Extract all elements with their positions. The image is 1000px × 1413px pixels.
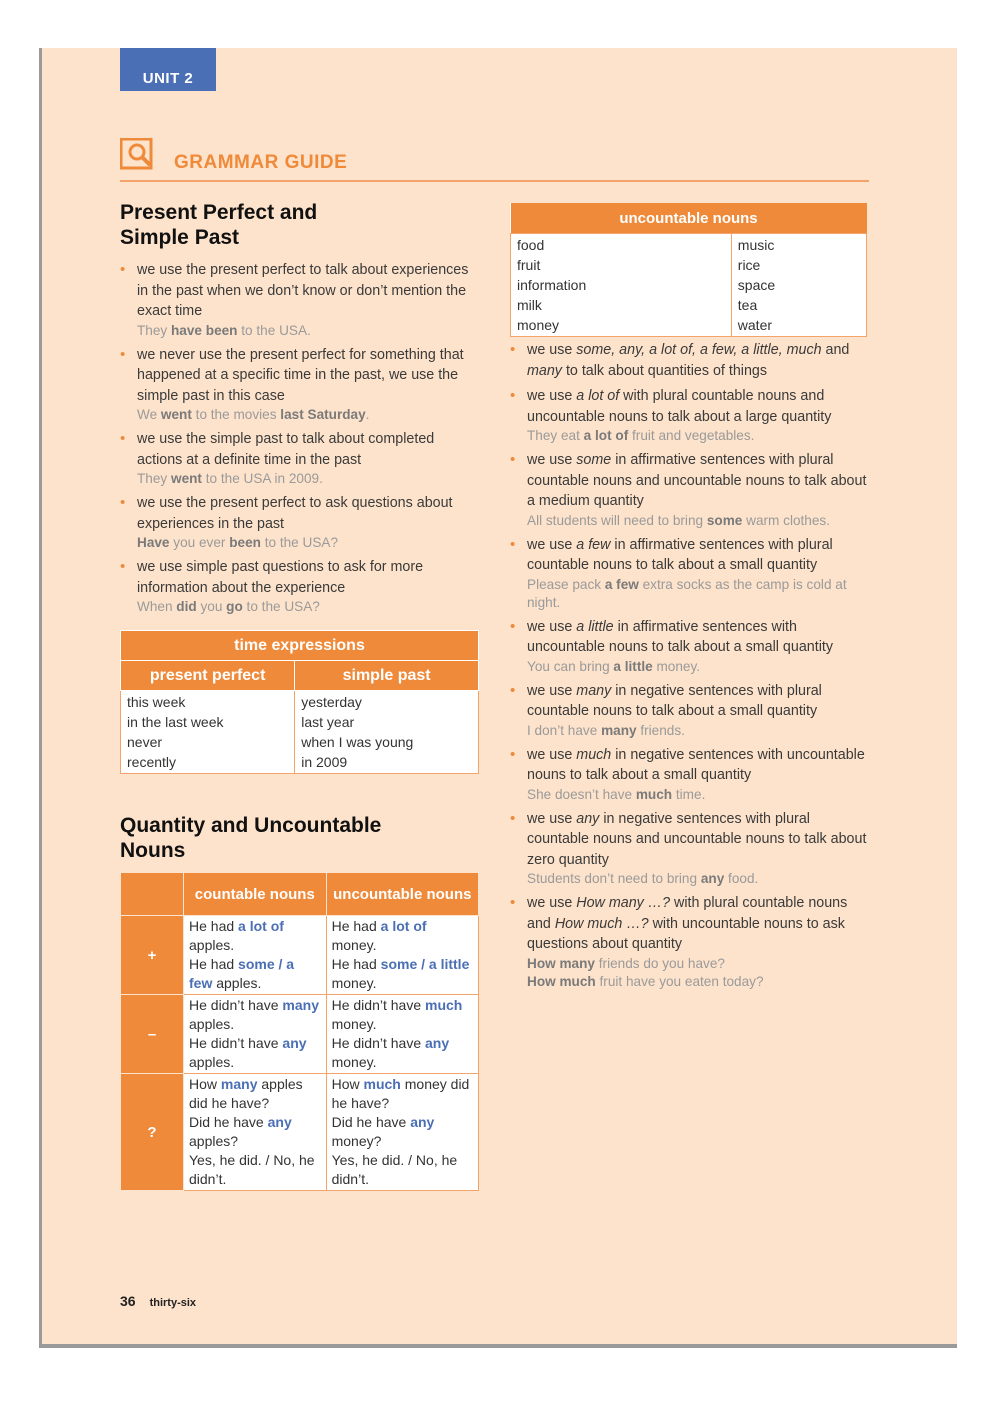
table-cell: He didn’t have many apples. He didn’t have any apples. bbox=[184, 995, 327, 1074]
time-expressions-table bbox=[120, 630, 479, 774]
list-item: • we use some, any, a lot of, a few, a little, much and many to talk about quantities of things bbox=[510, 340, 870, 381]
grammar-guide-title: GRAMMAR GUIDE bbox=[174, 152, 348, 173]
list-item: • we use any in negative sentences with plural countable nouns and uncountable nouns to talk about zero quantity Students don’t need to bring any food. bbox=[510, 809, 870, 889]
simple-past-expressions: yesterday last year when I was young in 2009 bbox=[295, 691, 479, 774]
magnifier-book-icon bbox=[120, 138, 156, 170]
present-perfect-rules bbox=[120, 260, 482, 616]
example-sentence: I don’t have many friends. bbox=[527, 722, 685, 738]
column-header-countable: countable nouns bbox=[184, 873, 327, 916]
example-sentence: All students will need to bring some warm clothes. bbox=[527, 512, 830, 528]
quantity-table bbox=[120, 872, 479, 1191]
list-item: • we use a few in affirmative sentences with plural countable nouns to talk about a small quantity Please pack a few extra socks as the camp is cold at night. bbox=[510, 535, 870, 612]
example-sentence: Have you ever been to the USA? bbox=[137, 535, 339, 550]
unit-tab: UNIT 2 bbox=[120, 48, 216, 91]
example-sentence: How many friends do you have? bbox=[527, 955, 725, 971]
example-sentence: Students don’t need to bring any food. bbox=[527, 871, 759, 886]
example-sentence: When did you go to the USA? bbox=[137, 599, 320, 614]
left-column bbox=[120, 200, 482, 621]
table-cell: He had a lot of apples. He had some / a few apples. bbox=[184, 916, 327, 995]
page-number: 36 bbox=[120, 1293, 136, 1309]
list-item: • we use the simple past to talk about completed actions at a definite time in the past They went to the USA in 2009. bbox=[120, 429, 482, 488]
uncountable-nouns-col1: food fruit information milk money bbox=[511, 234, 732, 337]
example-sentence: They eat a lot of fruit and vegetables. bbox=[527, 428, 755, 443]
right-column bbox=[510, 340, 870, 996]
table-cell: He didn’t have much money. He didn’t have any money. bbox=[326, 995, 478, 1074]
grammar-guide-header bbox=[120, 136, 869, 182]
row-label-question: ? bbox=[121, 1074, 184, 1191]
example-sentence: They have been to the USA. bbox=[137, 322, 311, 338]
list-item: • we use simple past questions to ask for more information about the experience When did you go to the USA? bbox=[120, 557, 482, 616]
uncountable-nouns-title: uncountable nouns bbox=[511, 203, 867, 234]
section-title-present-perfect: Present Perfect and Simple Past bbox=[120, 201, 318, 249]
column-header-uncountable: uncountable nouns bbox=[326, 873, 478, 916]
quantity-rules bbox=[510, 340, 870, 991]
list-item: • we never use the present perfect for something that happened at a specific time in the past, we use the simple past in this case We went to the movies last Saturday. bbox=[120, 345, 482, 425]
column-header-simple-past: simple past bbox=[295, 661, 479, 691]
table-cell: How much money did he have? Did he have any money? Yes, he did. / No, he didn’t. bbox=[326, 1074, 478, 1191]
list-item: • we use much in negative sentences with uncountable nouns to talk about a small quantity She doesn’t have much time. bbox=[510, 745, 870, 804]
list-item: • we use some in affirmative sentences with plural countable nouns and uncountable nouns to talk about a medium quantity All students will need to bring some warm clothes. bbox=[510, 450, 870, 530]
list-item: • we use How many …? with plural countable nouns and How much …? with uncountable nouns to ask questions about quantity How many friends do you have? How much fruit have you eaten today? bbox=[510, 893, 870, 991]
column-header-present-perfect: present perfect bbox=[121, 661, 295, 691]
list-item: • we use many in negative sentences with plural countable nouns to talk about a small quantity I don’t have many friends. bbox=[510, 681, 870, 740]
example-sentence: How much fruit have you eaten today? bbox=[527, 973, 764, 989]
corner-cell bbox=[121, 873, 184, 916]
present-perfect-expressions: this week in the last week never recently bbox=[121, 691, 295, 774]
example-sentence: She doesn’t have much time. bbox=[527, 786, 706, 802]
row-label-affirmative: + bbox=[121, 916, 184, 995]
section-title-quantity: Quantity and Uncountable Nouns bbox=[120, 814, 382, 862]
table-cell: He had a lot of money. He had some / a little money. bbox=[326, 916, 478, 995]
page-number-words: thirty-six bbox=[149, 1297, 197, 1309]
example-sentence: They went to the USA in 2009. bbox=[137, 471, 323, 486]
list-item: • we use a little in affirmative sentences with uncountable nouns to talk about a small quantity You can bring a little money. bbox=[510, 617, 870, 676]
list-item: • we use the present perfect to ask questions about experiences in the past Have you ever been to the USA? bbox=[120, 493, 482, 552]
example-sentence: We went to the movies last Saturday. bbox=[137, 407, 370, 422]
example-sentence: You can bring a little money. bbox=[527, 658, 701, 674]
uncountable-nouns-table bbox=[510, 203, 867, 337]
example-sentence: Please pack a few extra socks as the camp is cold at night. bbox=[527, 576, 847, 610]
row-label-negative: – bbox=[121, 995, 184, 1074]
time-expressions-title: time expressions bbox=[121, 631, 479, 661]
uncountable-nouns-col2: music rice space tea water bbox=[731, 234, 866, 337]
page-footer bbox=[120, 1293, 196, 1309]
table-cell: How many apples did he have? Did he have any apples? Yes, he did. / No, he didn’t. bbox=[184, 1074, 327, 1191]
list-item: • we use the present perfect to talk about experiences in the past when we don’t know or don’t mention the exact time They have been to the USA. bbox=[120, 260, 482, 340]
list-item: • we use a lot of with plural countable nouns and uncountable nouns to talk about a large quantity They eat a lot of fruit and vegetables. bbox=[510, 386, 870, 445]
